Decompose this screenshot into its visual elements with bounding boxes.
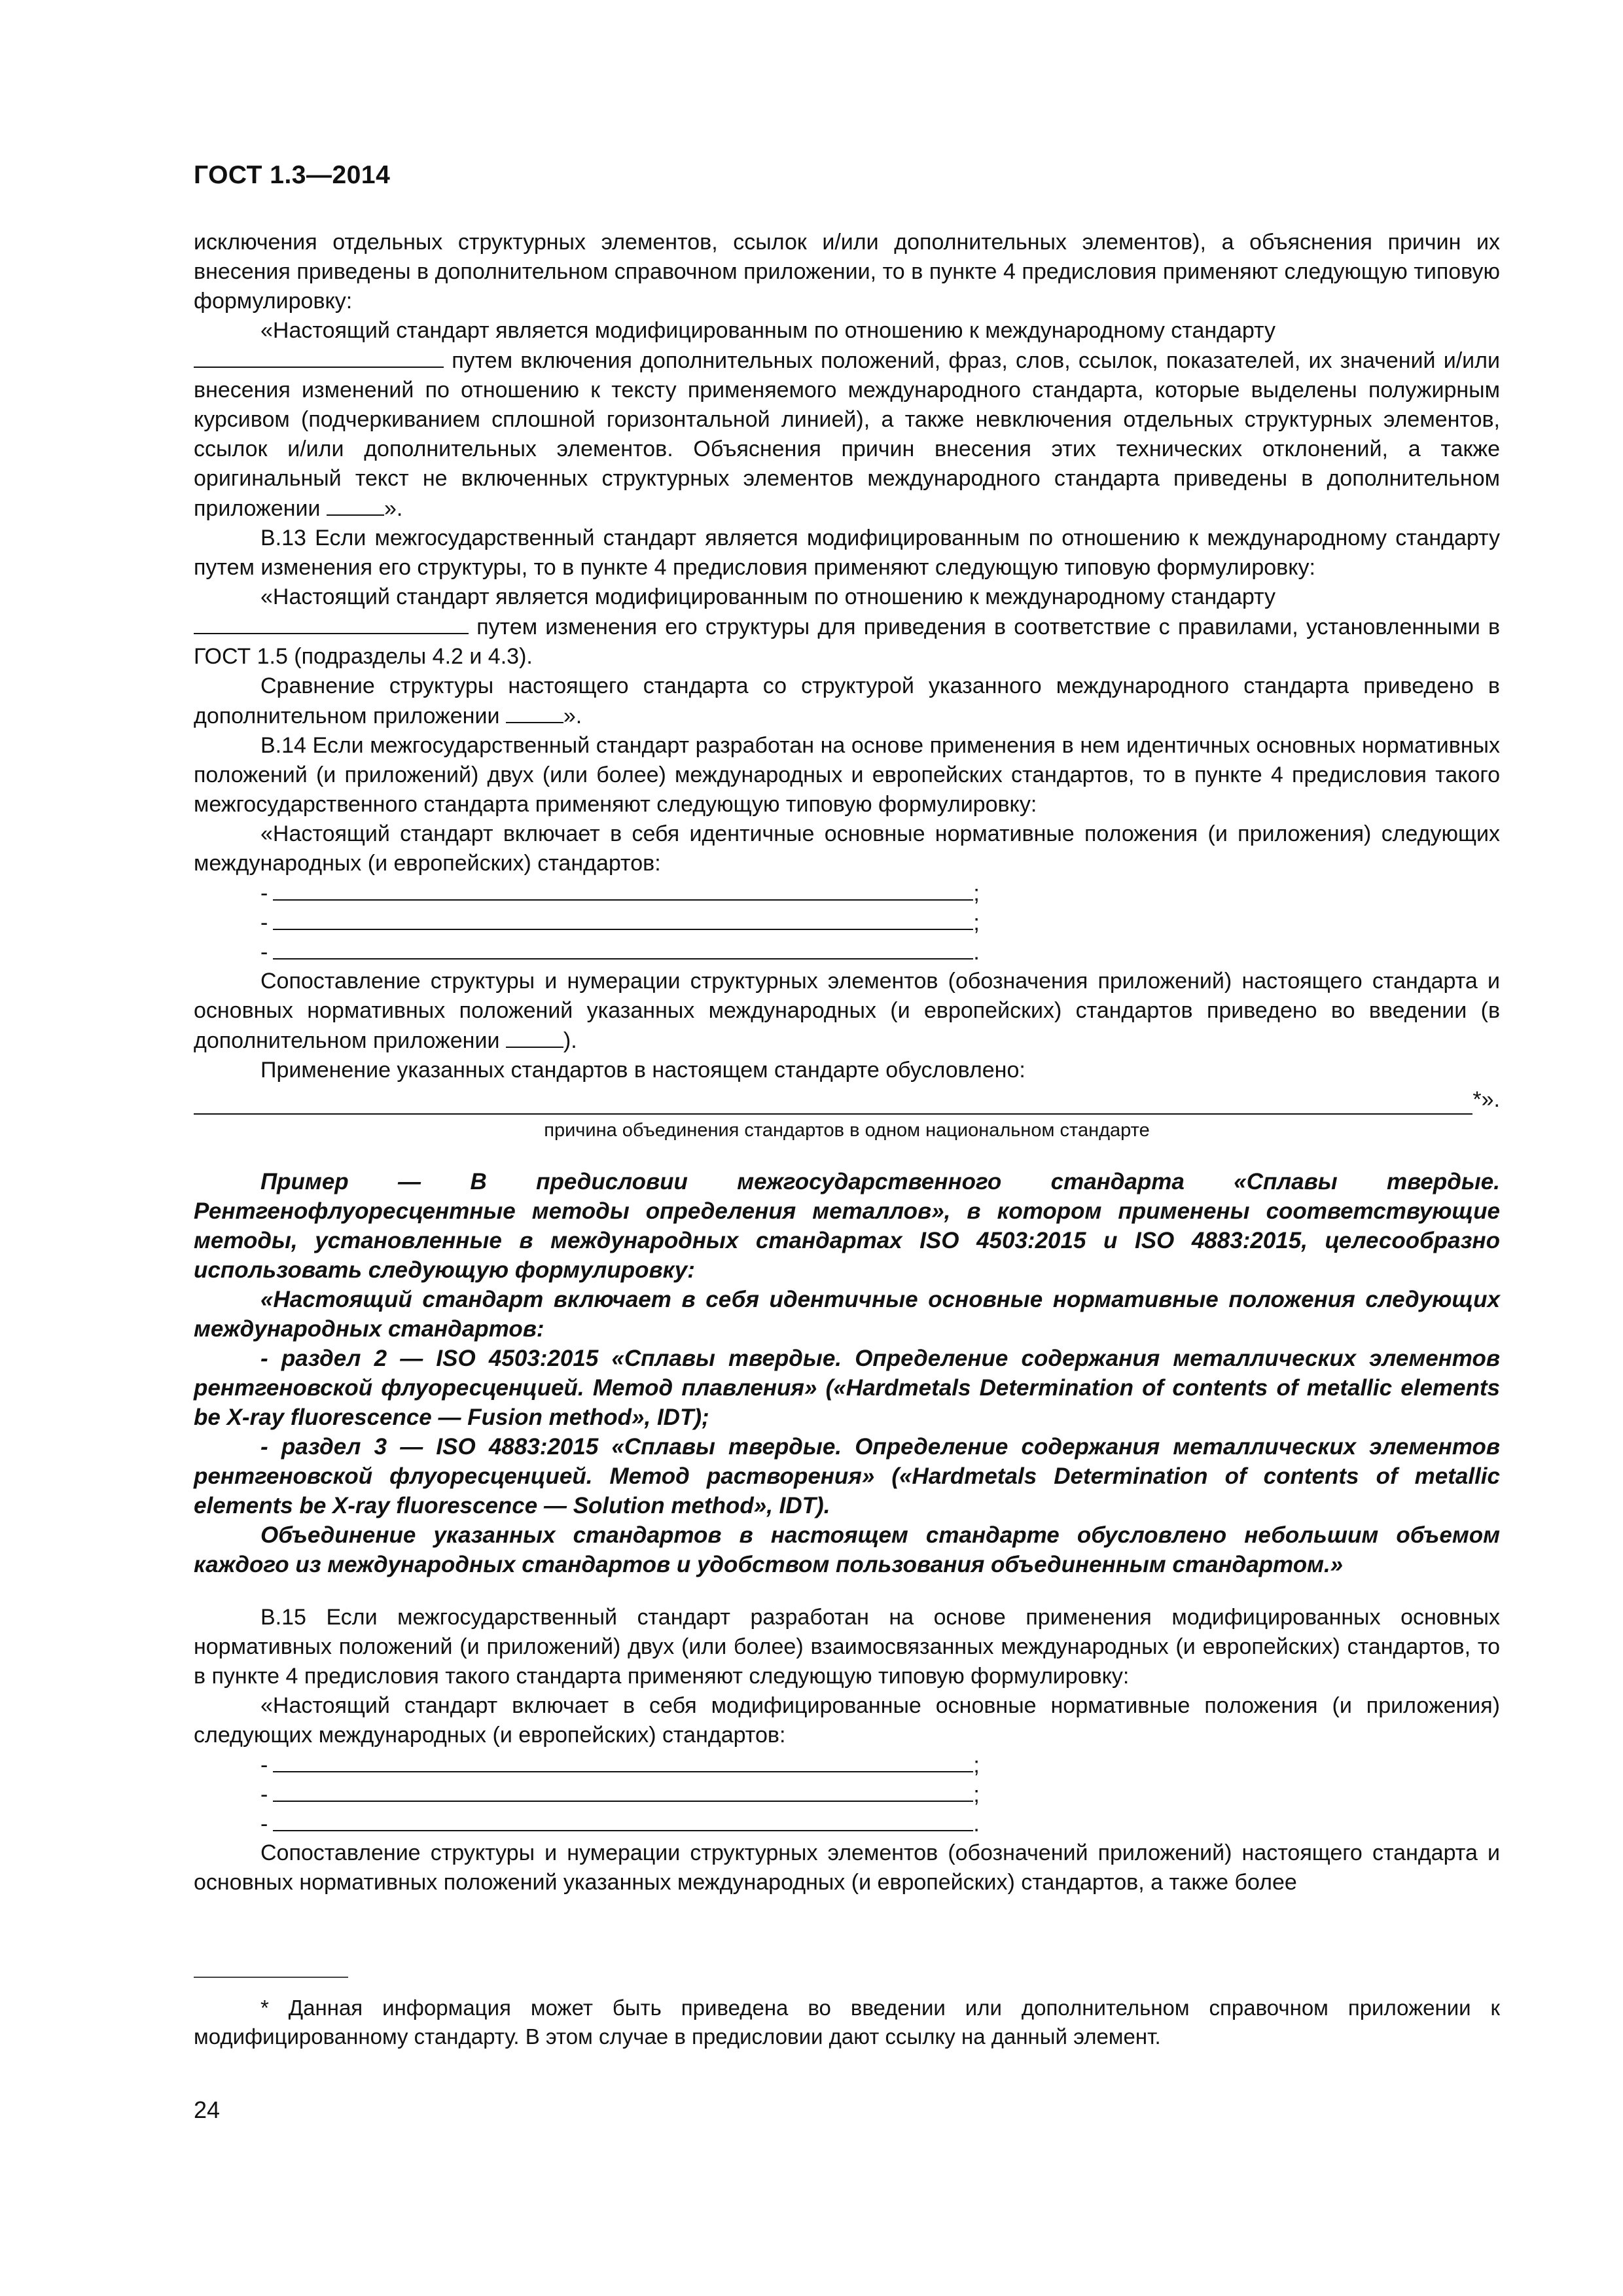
- reason-line: [194, 1085, 1500, 1115]
- paragraph: В.13 Если межгосударственный стандарт является модифицированным по отношению к международному стандарту путем изменения его структуры, то в пункте 4 предисловия применяют следующую типовую формулировку:: [194, 526, 1500, 580]
- list-item: [260, 908, 1500, 937]
- document-header: ГОСТ 1.3—2014: [194, 161, 391, 189]
- list-dash: -: [260, 881, 268, 906]
- paragraph: В.14 Если межгосударственный стандарт разработан на основе применения в нем идентичных основных нормативных положений (и приложений) двух (или более) международных и европейских стандартов, то в пункте 4 предисловия такого межгосударственного стандарта применяют следующую типовую формулировку:: [194, 733, 1500, 817]
- list-punct: ;: [973, 910, 980, 935]
- list-punct: .: [973, 1812, 980, 1837]
- paragraph-text: ».: [383, 496, 403, 521]
- paragraph: «Настоящий стандарт включает в себя модифицированные основные нормативные положения (и приложения) следующих международных (и европейских) стандартов:: [194, 1693, 1500, 1748]
- footnote-divider: [194, 1977, 348, 1978]
- paragraph-text: ).: [563, 1028, 577, 1053]
- main-content: [194, 228, 1500, 1897]
- list-item: [260, 1809, 1500, 1839]
- example-paragraph: - раздел 3 — ISO 4883:2015 «Сплавы твердые. Определение содержания металлических элементов рентгеновской флуоресценцией. Метод растворения» («Hardmetals Determination of contents of metallic elements be X-ray fluorescence — Solution method», IDT).: [194, 1434, 1500, 1518]
- page-number: 24: [194, 2096, 221, 2123]
- paragraph: Сопоставление структуры и нумерации структурных элементов (обозначений приложений) настоящего стандарта и основных нормативных положений указанных международных (и европейских) стандартов, а также более: [194, 1840, 1500, 1895]
- paragraph: [194, 612, 1500, 672]
- list-item: [260, 878, 1500, 908]
- list-dash: -: [260, 1782, 268, 1807]
- list-dash: -: [260, 940, 268, 965]
- footnote: * Данная информация может быть приведена во введении или дополнительном справочном приложении к модифицированному стандарту. В этом случае в предисловии дают ссылку на данный элемент.: [194, 1996, 1500, 2049]
- blank-line: [327, 493, 384, 516]
- list-punct: ;: [973, 1753, 980, 1778]
- list-item: [260, 1780, 1500, 1809]
- blank-line: [273, 937, 973, 960]
- blank-line: [273, 1750, 973, 1772]
- paragraph: «Настоящий стандарт включает в себя идентичные основные нормативные положения (и приложения) следующих международных (и европейских) стандартов:: [194, 821, 1500, 876]
- blank-line: [506, 701, 563, 723]
- blank-line: [194, 612, 469, 634]
- list-dash: -: [260, 1812, 268, 1837]
- paragraph: В.15 Если межгосударственный стандарт разработан на основе применения модифицированных основных нормативных положений (и приложений) двух (или более) взаимосвязанных международных (и европейских) стандартов, то в пункте 4 предисловия такого стандарта применяют следующую типовую формулировку:: [194, 1605, 1500, 1689]
- paragraph-text: путем включения дополнительных положений, фраз, слов, ссылок, показателей, их значений и/или внесения изменений по отношению к тексту применяемого международного стандарта, которые выделены полужирным курсивом (подчеркиванием сплошной горизонтальной линией), а также невключения отдельных структурных элементов, ссылок и/или дополнительных элементов. Объяснения причин внесения этих технических отклонений, а также оригинальный текст не включенных структурных элементов международного стандарта приведены в дополнительном приложении: [194, 348, 1500, 521]
- blank-line: [506, 1026, 563, 1048]
- list-punct: .: [973, 940, 980, 965]
- list-item: [260, 1750, 1500, 1780]
- paragraph-text: Сравнение структуры настоящего стандарта со структурой указанного международного стандарта приведено в дополнительном приложении: [194, 673, 1500, 728]
- paragraph: «Настоящий стандарт является модифицированным по отношению к международному стандарту: [260, 584, 1276, 609]
- blank-line: [273, 1809, 973, 1831]
- list-dash: -: [260, 1753, 268, 1778]
- paragraph-text: ».: [563, 704, 582, 728]
- paragraph-text: путем изменения его структуры для приведения в соответствие с правилами, установленными в ГОСТ 1.5 (подразделы 4.2 и 4.3).: [194, 615, 1501, 669]
- list-punct: ;: [973, 881, 980, 906]
- paragraph: Применение указанных стандартов в настоящем стандарте обусловлено:: [260, 1058, 1026, 1083]
- paragraph: исключения отдельных структурных элементов, ссылок и/или дополнительных элементов), а объяснения причин их внесения приведены в дополнительном справочном приложении, то в пункте 4 предисловия применяют следующую типовую формулировку:: [194, 230, 1500, 314]
- paragraph: [194, 672, 1500, 731]
- list-item: [260, 937, 1500, 967]
- blank-line: [273, 878, 973, 901]
- paragraph: «Настоящий стандарт является модифицированным по отношению к международному стандарту: [260, 318, 1276, 343]
- example-paragraph: Объединение указанных стандартов в настоящем стандарте обусловлено небольшим объемом каждого из международных стандартов и удобством пользования объединенным стандартом.»: [194, 1522, 1500, 1577]
- example-paragraph: «Настоящий стандарт включает в себя идентичные основные нормативные положения следующих международных стандартов:: [194, 1287, 1500, 1342]
- line-caption: причина объединения стандартов в одном национальном стандарте: [544, 1120, 1150, 1141]
- paragraph: [194, 967, 1500, 1056]
- blank-line: [194, 346, 444, 368]
- list-punct: ;: [973, 1782, 980, 1807]
- paragraph: [194, 346, 1500, 524]
- example-paragraph: Пример — В предисловии межгосударственного стандарта «Сплавы твердые. Рентгенофлуоресцентные методы определения металлов», в котором применены соответствующие методы, установленные в международных стандартах ISO 4503:2015 и ISO 4883:2015, целесообразно использовать следующую формулировку:: [194, 1169, 1500, 1283]
- blank-line: [273, 1780, 973, 1802]
- paragraph-text: *».: [1472, 1087, 1500, 1112]
- list-dash: -: [260, 910, 268, 935]
- blank-line: [194, 1092, 1472, 1115]
- example-paragraph: - раздел 2 — ISO 4503:2015 «Сплавы твердые. Определение содержания металлических элементов рентгеновской флуоресценцией. Метод плавления» («Hardmetals Determination of contents of metallic elements be X-ray fluorescence — Fusion method», IDT);: [194, 1346, 1500, 1430]
- paragraph-text: Сопоставление структуры и нумерации структурных элементов (обозначения приложений) настоящего стандарта и основных нормативных положений указанных международных (и европейских) стандартов приведено во введении (в дополнительном приложении: [194, 969, 1500, 1053]
- blank-line: [273, 908, 973, 930]
